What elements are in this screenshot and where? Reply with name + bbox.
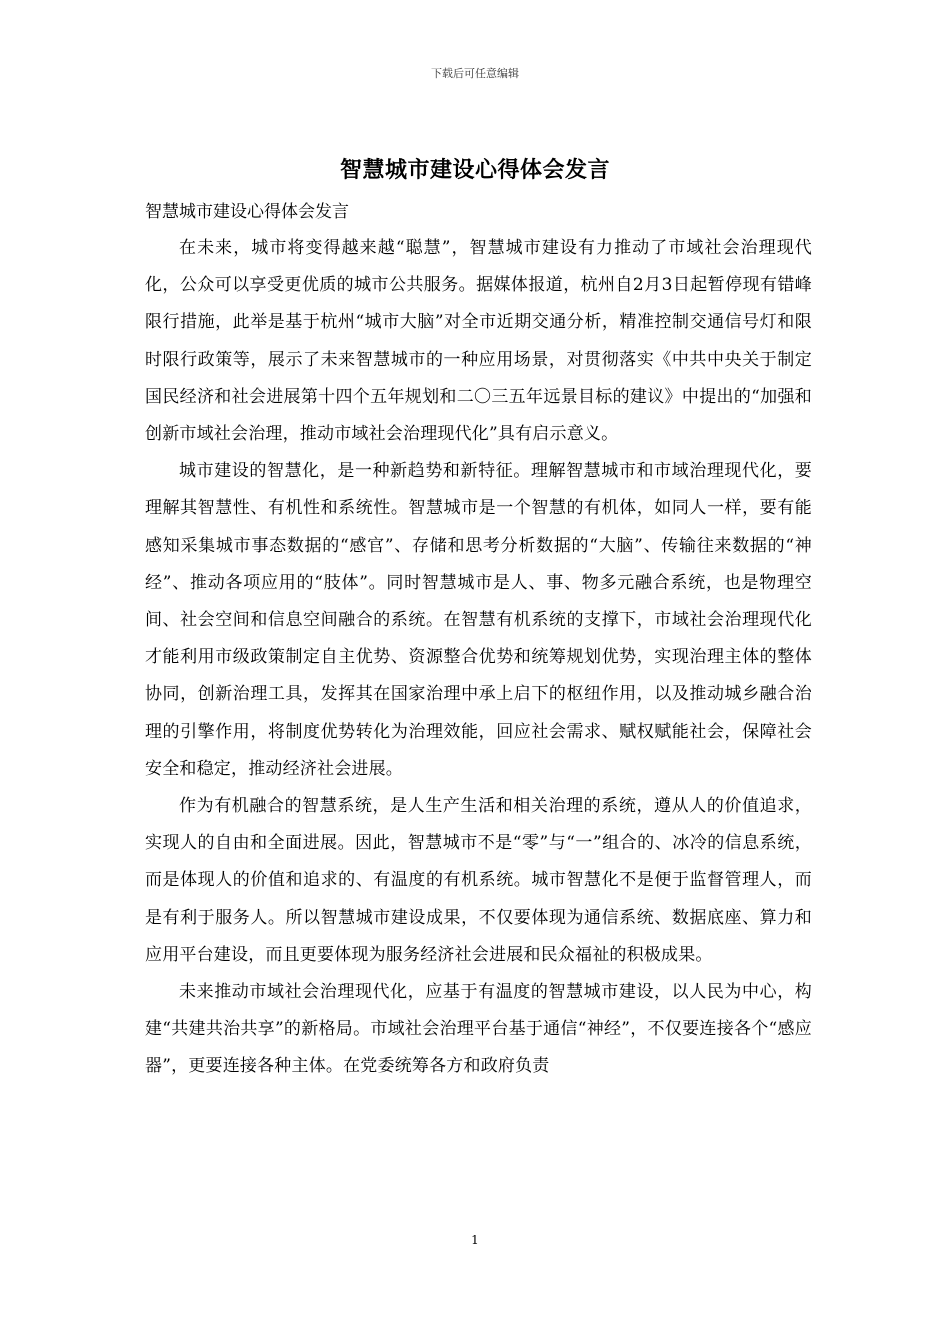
paragraph-1: 在未来，城市将变得越来越“聪慧”，智慧城市建设有力推动了市域社会治理现代化，公众可以享受更优质的城市公共服务。据媒体报道，杭州自2月3日起暂停现有错峰限行措施，此举是基于杭州“城市大脑”对全市近期交通分析，精准控制交通信号灯和限时限行政策等，展示了未来智慧城市的一种应用场景，对贯彻落实《中共中央关于制定国民经济和社会进展第十四个五年规划和二〇三五年远景目标的建议》中提出的“加强和创新市域社会治理，推动市域社会治理现代化”具有启示意义。 [145,238,812,445]
document-title: 智慧城市建设心得体会发言 [339,157,610,183]
page-number: 1 [471,1233,479,1247]
page-header-note: 下载后可任意编辑 [431,67,519,80]
paragraph-2: 城市建设的智慧化，是一种新趋势和新特征。理解智慧城市和市域治理现代化，要理解其智慧性、有机性和系统性。智慧城市是一个智慧的有机体，如同人一样，要有能感知采集城市事态数据的“感官”、存储和思考分析数据的“大脑”、传输往来数据的“神经”、推动各项应用的“肢体”。同时智慧城市是人、事、物多元融合系统，也是物理空间、社会空间和信息空间融合的系统。在智慧有机系统的支撑下，市域社会治理现代化才能利用市级政策制定自主优势、资源整合优势和统筹规划优势，实现治理主体的整体协同，创新治理工具，发挥其在国家治理中承上启下的枢纽作用，以及推动城乡融合治理的引擎作用，将制度优势转化为治理效能，回应社会需求、赋权赋能社会，保障社会安全和稳定，推动经济社会进展。 [145,461,812,779]
document-body [145,230,812,1086]
paragraph-3: 作为有机融合的智慧系统，是人生产生活和相关治理的系统，遵从人的价值追求，实现人的自由和全面进展。因此，智慧城市不是“零”与“一”组合的、冰冷的信息系统，而是体现人的价值和追求的、有温度的有机系统。城市智慧化不是便于监督管理人，而是有利于服务人。所以智慧城市建设成果，不仅要体现为通信系统、数据底座、算力和应用平台建设，而且更要体现为服务经济社会进展和民众福祉的积极成果。 [145,796,812,965]
paragraph-4: 未来推动市域社会治理现代化，应基于有温度的智慧城市建设，以人民为中心，构建“共建共治共享”的新格局。市域社会治理平台基于通信“神经”，不仅要连接各个“感应器”，更要连接各种主体。在党委统筹各方和政府负责 [145,982,812,1077]
document-subtitle: 智慧城市建设心得体会发言 [145,202,349,222]
